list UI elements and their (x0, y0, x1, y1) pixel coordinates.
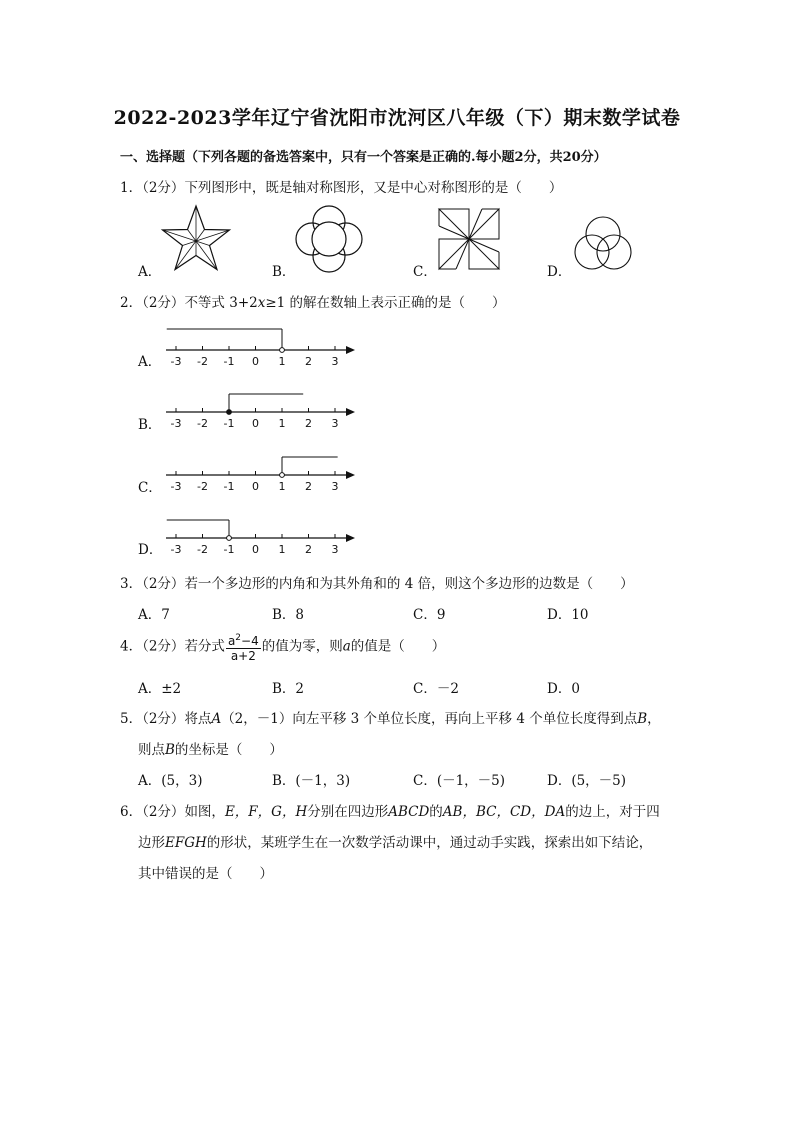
question-6-line-2: 边形EFGH的形状，某班学生在一次数学活动课中，通过动手实践，探索出如下结论， (138, 835, 653, 851)
question-6-line-1: 6．（2分）如图，E，F，G，H分别在四边形ABCD的AB，BC，CD，DA的边上，对于四 (120, 804, 660, 820)
q3-option-a[interactable]: A．7 (138, 607, 170, 623)
closed-endpoint (227, 410, 232, 415)
q4-option-d[interactable]: D．0 (547, 681, 580, 697)
q1-option-c[interactable]: C． (413, 264, 437, 280)
fraction-expression: $\frac{a^2-4}{a+2}$ (227, 633, 259, 663)
tick-label: 1 (278, 543, 286, 556)
tick-label: -1 (223, 543, 235, 556)
tick-label: 2 (305, 480, 312, 493)
tick-label: 1 (278, 417, 286, 430)
exam-title: 2022-2023学年辽宁省沈阳市沈河区八年级（下）期末数学试卷 (113, 107, 681, 129)
number-line-c (160, 447, 360, 493)
q3-option-b[interactable]: B．8 (272, 607, 305, 623)
pinwheel-figure (436, 206, 502, 272)
five-point-star-figure (160, 204, 232, 274)
q5-option-a[interactable]: A．(5，3) (138, 773, 203, 789)
tick-label: 0 (252, 480, 259, 493)
tick-label: -1 (223, 355, 235, 368)
tick-label: -2 (197, 543, 208, 556)
question-5-line-2: 则点B的坐标是（ ） (138, 742, 283, 758)
tick-label: 2 (305, 355, 312, 368)
q4-option-c[interactable]: C．－2 (413, 681, 459, 697)
tick-label: 3 (331, 355, 339, 368)
question-2: 2．（2分）不等式 3+2x≥1 的解在数轴上表示正确的是（ ） (120, 295, 506, 311)
tick-label: 0 (252, 543, 259, 556)
q1-option-d[interactable]: D． (547, 264, 572, 280)
open-endpoint (280, 348, 285, 353)
q2-option-b[interactable]: B． (138, 417, 162, 433)
q5-option-b[interactable]: B．(－1，3) (272, 773, 351, 789)
tick-label: -3 (170, 543, 182, 556)
q5-option-d[interactable]: D．(5，－5) (547, 773, 627, 789)
q4-option-b[interactable]: B．2 (272, 681, 305, 697)
open-endpoint (280, 473, 285, 478)
tick-label: 0 (252, 355, 259, 368)
tick-label: 1 (278, 480, 286, 493)
q2-option-d[interactable]: D． (138, 542, 163, 558)
number-line-b (160, 384, 360, 430)
tick-label: 3 (331, 543, 339, 556)
question-6-line-3: 其中错误的是（ ） (138, 866, 273, 882)
question-4: 4．（2分）若分式 $\frac{a^2-4}{a+2}$ 的值为零，则a的值是（ ） (120, 633, 446, 663)
tick-label: 2 (305, 417, 312, 430)
tick-label: 2 (305, 543, 312, 556)
number-line-d (160, 510, 360, 556)
four-circles-figure (294, 204, 364, 274)
axis-arrow (346, 346, 355, 354)
tick-label: -2 (197, 480, 208, 493)
tick-label: -3 (170, 480, 182, 493)
tick-label: 1 (278, 355, 286, 368)
tick-label: 3 (331, 417, 339, 430)
q1-option-b[interactable]: B． (272, 264, 296, 280)
question-3: 3．（2分）若一个多边形的内角和为其外角和的 4 倍，则这个多边形的边数是（ ） (120, 576, 634, 592)
number-line-a (160, 322, 360, 368)
tick-label: -2 (197, 355, 208, 368)
question-5-line-1: 5．（2分）将点A（2，－1）向左平移 3 个单位长度，再向上平移 4 个单位长度得到点B， (120, 711, 661, 727)
axis-arrow (346, 408, 355, 416)
section-heading: 一、选择题（下列各题的备选答案中，只有一个答案是正确的.每小题2分，共20分） (120, 150, 607, 165)
open-endpoint (227, 536, 232, 541)
question-1: 1．（2分）下列图形中，既是轴对称图形，又是中心对称图形的是（ ） (120, 180, 563, 196)
q3-option-c[interactable]: C．9 (413, 607, 446, 623)
q2-option-a[interactable]: A． (138, 354, 162, 370)
q3-option-d[interactable]: D．10 (547, 607, 589, 623)
axis-arrow (346, 471, 355, 479)
q1-option-a[interactable]: A． (138, 264, 162, 280)
tick-label: -3 (170, 417, 182, 430)
tick-label: -2 (197, 417, 208, 430)
tick-label: -1 (223, 417, 235, 430)
q2-option-c[interactable]: C． (138, 480, 162, 496)
trefoil-figure (570, 212, 636, 274)
tick-label: 3 (331, 480, 339, 493)
axis-arrow (346, 534, 355, 542)
q4-option-a[interactable]: A．±2 (138, 681, 182, 697)
tick-label: -1 (223, 480, 235, 493)
tick-label: -3 (170, 355, 182, 368)
q5-option-c[interactable]: C．(－1，－5) (413, 773, 506, 789)
tick-label: 0 (252, 417, 259, 430)
